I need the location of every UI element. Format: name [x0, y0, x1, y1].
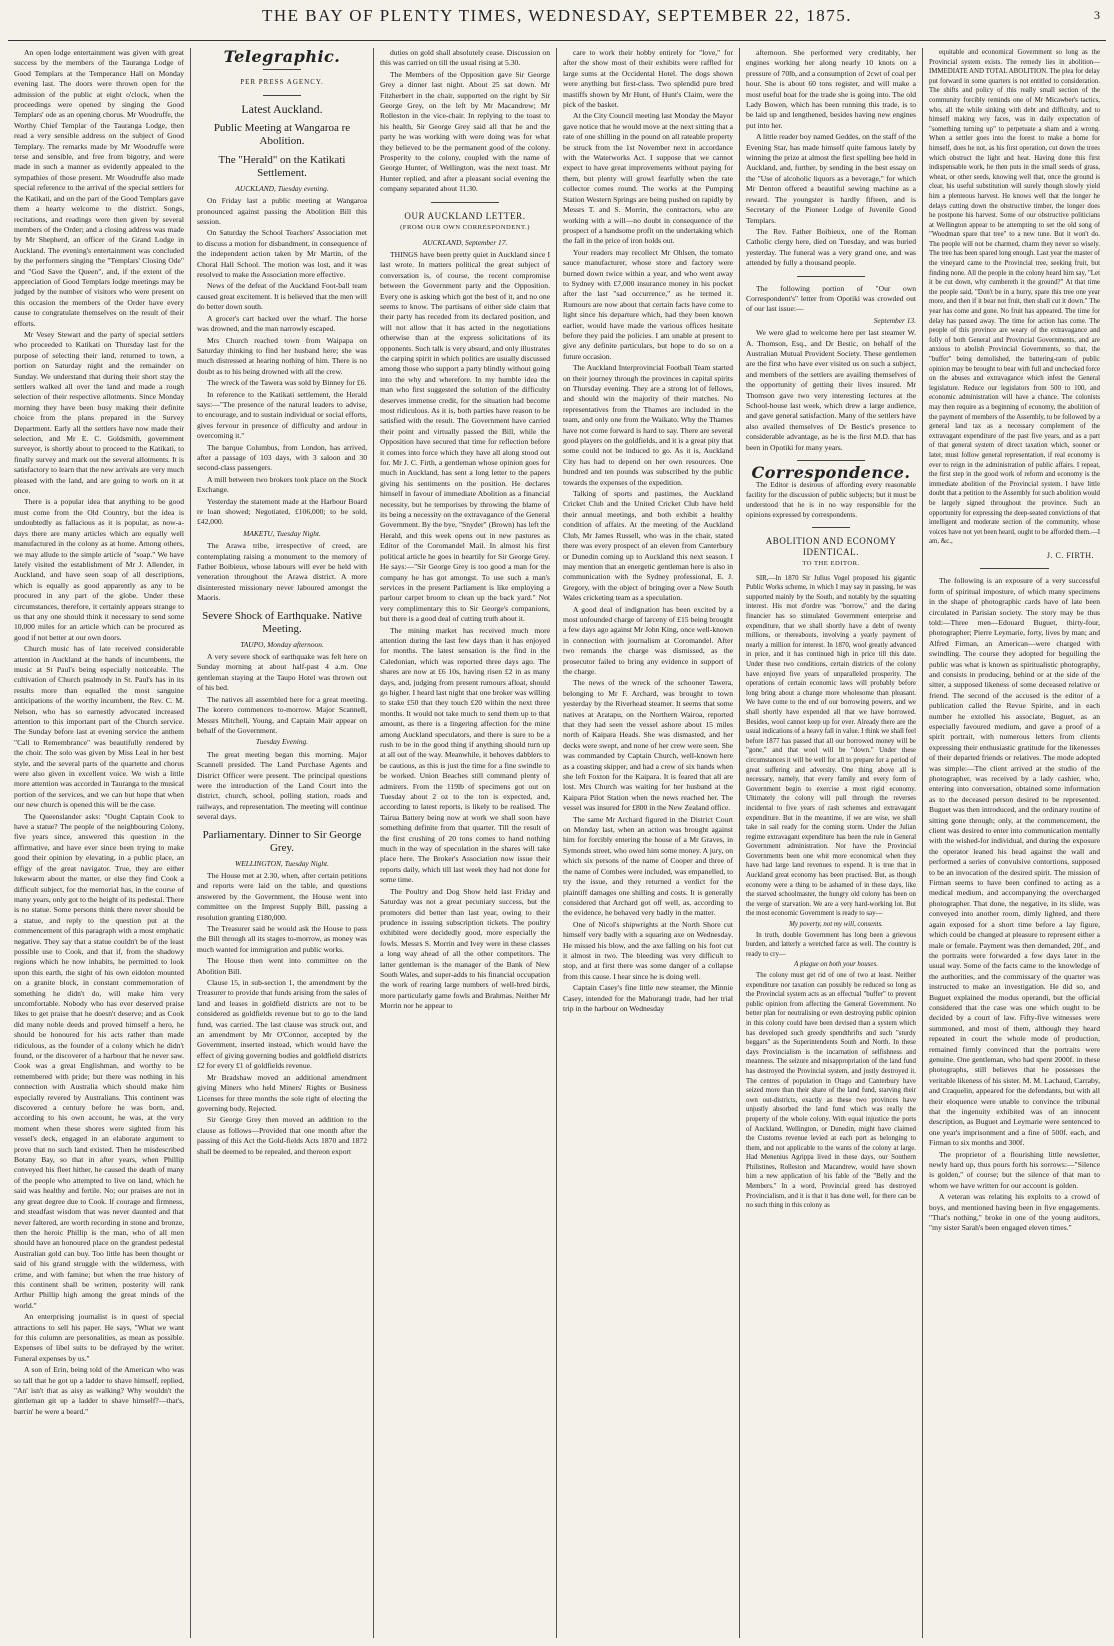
paragraph: The House met at 2.30, when, after certain petitions and reports were laid on the table, and questions answered by the Government, the House went into committee on the Imprest Supply Bill, passing a resolution granting £180,000.: [197, 870, 367, 922]
paragraph: THINGS have been pretty quiet in Auckland since I last wrote. In matters political the great subject of conversation is, of course, the recent compromise between the Government party and the Opposition. Every one is asking which got the best of it, and no one seems to know. The partisans of either side claim that their party has receded from its declared position, and will not allow that it has acted in the negotiations otherwise than at the express solicitations of its opponents. Such talk is very absurd, and only illustrates the carping spirit in which politics are usually discussed among those who support a party blindly without going into the why and wherefore. In my humble idea the man who first suggested the solution of the difficulty deserves immense credit, for the situation had become most ridiculous. As it is, both parties have reason to be satisfied with the result. The Government have carried their point and virtually passed the Bill, while the Opposition have secured that time for reflection before it comes into force which they have all along stood out for. Mr J. C. Firth, a gentleman whose opinion goes for much in Auckland, has sent a long letter to the papers giving his sentiments on the position. He declares himself in favour of immediate Abolition as a financial necessity, but he temporises by throwing the blame of its being a necessity on the extravagance of the General Government. By the bye, "Snyder" (Brown) has left the Herald, and this week opens out in new pastures as Editor of the Coromandel Mail. In almost his first political article he goes in heartily for Sir George Grey. He says:—"Sir George Grey is too good a man for the company he has got amongst. To use such a man's services in the present Parliament is like employing a parlour carpet broom to clean up the back yard." Not very complimentary this to Sir George's companions, but there is a good deal of cutting truth about it.: [380, 249, 550, 624]
headline: Severe Shock of Earthquake. Native Meeting.: [202, 609, 362, 635]
paragraph: Sir George Grey then moved an addition to the clause as follows—Provided that one month after the passing of this Act the Gold-fields Acts 1870 and 1872 shall be deemed to be repealed, and thereon export: [197, 1115, 367, 1156]
dateline: WELLINGTON, Tuesday Night.: [235, 858, 329, 868]
editor-note: The Editor is desirous of affording every reasonable facility for the discussion of public subjects; but it must be understood that he is in no way responsible for the opinions expressed by correspondents.: [746, 481, 916, 520]
divider: [431, 202, 499, 203]
paragraph: The colony must get rid of one of two at least. Neither expenditure nor taxation can possibly be reduced so long as the Provincial system acts as an effectual "buffer" to prevent public opinion from affecting the General Government. No better plan for neutralising or even destroying public opinion in this colony could have been devised than a system which has developed such greedy spendthrifts and such "sturdy beggars" as the Superintendents South and North. In these days Provincialism is the incarnation of selfishness and meanness. The seizure and misappropriation of the land fund has destroyed the Provincial system, and justly destroyed it. The centres of population in Otago and Canterbury have seized more than their share of the land fund, starving their own out-districts, exactly as these two provinces have unjustly absorbed the land fund which was really the property of the whole colony. With equal injustice the ports of Auckland, Wellington, or Dunedin, might have claimed the Customs revenue levied at each port as belonging to them, and not applicable to the wants of the colony at large. Had Menenius Agrippa lived in these days, our Southern Philistines, Rolleston and Macandrew, would have shown him a new application of his fable of the "Belly and the Members." In a word, Provincial greed has destroyed Provincialism, and it is that it has done well, for there can be no such thing in this colony as: [746, 972, 916, 1210]
paragraph: The Members of the Opposition gave Sir George Grey a dinner last night. About 25 sat down. Mr Fitzherbert in the chair, supported on the right by Sir George Grey, on the left by Mr Macandrew; Mr Rolleston in the vice-chair. In replying to the toast to his health, Sir George Grey said all that he and the party he was working with were doing was for what they believed to be the permanent good of the colony. Prosperity to the colony, coupled with the name of George Hunter, of Wellington, was the next toast. Mr Hunter replied, and after a pleasant social evening the company separated about 11.30.: [380, 69, 550, 194]
paragraph: care to work their hobby entirely for "love," for after the show most of their exhibits were raffled for large sums at the Occidental Hotel. The dogs shown were anything but first-class. Two splendid pure bred mastiffs shown by Mr Hunt, of Hunt's Claim, were the pick of the basket.: [563, 48, 733, 110]
paragraph: Your readers may recollect Mr Ohlsen, the tomato sauce manufacturer, whose store and factory were burned down twice within a year, and who went away to Sydney with £7,000 insurance money in his pocket after the last "sad occurrence," as he termed it. Rumours are now about that certain facts have come to light since his departure which, had they been known earlier, would have made the various offices hesitate before they paid the policies. I am unable at present to give any definite particulars, but hope to do so on a future occasion.: [563, 247, 733, 361]
masthead: [0, 0, 1114, 44]
dateline: AUCKLAND, Tuesday evening.: [235, 183, 329, 193]
section-title-telegraphic: Telegraphic.: [223, 48, 341, 66]
paragraph: Church music has of late received considerable attention in Auckland at the hands of incumbents, the music at St Paul's being especially noticeable. The cultivation of Church psalmody in St. Paul's has in its results more than equalled the most sanguine anticipations of the worthy incumbent, the Rev. C. M. Nelson, who has so earnestly advocated increased attention to this important part of the Church service. The Sunday before last at evening service the anthem "Call to Remembrance" was beautifully rendered by the choir. The solo was given by Miss Leal in her best style, and the several parts of the quartette and chorus were also given in excellent voice. We wish a little more attention was accorded in Tauranga to the musical portion of the services, and we can but hope that when our new church is opened this will be the case.: [14, 644, 184, 810]
paragraph: Yesterday the statement made at the Harbour Board re loan showed; Negotiated, £106,000; to be sold, £42,000.: [197, 496, 367, 527]
paragraph: The Treasurer said he would ask the House to pass the Bill through all its stages to-morrow, as money was much wanted for immigration and public works.: [197, 924, 367, 954]
paragraph: We were glad to welcome here per last steamer W. A. Thomson, Esq., and Dr Bestic, on behalf of the Australian Mutual Provident Society. These gentlemen are the first who have ever visited us on such a subject, and members of the settlers are availing themselves of the opportunity of getting their lives insured. Mr Thomson gave two very interesting lectures at the School-house last week, which drew a large audience, and gave general satisfaction. Many of the settlers have also availed themselves of Dr Bestic's presence to considerable advantage, as he is the first M.D. that has been in Opotiki for many years.: [746, 328, 916, 452]
paragraph: A very severe shock of earthquake was felt here on Sunday morning at about half-past 4 a.m. One gentleman staying at the Taupo Hotel was thrown out of his bed.: [197, 652, 367, 693]
dateline: Tuesday Evening.: [255, 737, 309, 747]
paragraph: Talking of sports and pastimes, the Auckland Cricket Club and the United Cricket Club have held their annual meetings, and both exhibit a healthy condition of affairs. At the meeting of the Auckland Club, Mr James Russell, who was in the chair, stated there was every prospect of an eleven from Canterbury or Dunedin coming up to Auckland this next season. I may mention that an energetic gentleman here is also in communication with the Sydney professional, E. J. Gregory, with the object of bringing over a New South Wales cricketing team as a speculation.: [563, 489, 733, 603]
paragraph: The proprietor of a flourishing little newsletter, newly hard up, thus pours forth his sorrows:—"Silence is golden," of course; but the silence of that man to whom we have written for our account is golden.: [929, 1149, 1100, 1190]
column-3: [374, 48, 557, 1638]
paragraph: The barque Columbus, from London, has arrived, after a passage of 103 days, with 3 saloon and 30 second-class passengers.: [197, 442, 367, 473]
correspondent-label: (FROM OUR OWN CORRESPONDENT.): [400, 224, 530, 232]
headline-auckland-letter: OUR AUCKLAND LETTER.: [404, 210, 526, 221]
paragraph: A mill between two brokers took place on the Stock Exchange.: [197, 474, 367, 495]
divider: [812, 527, 849, 528]
newspaper-columns: [8, 48, 1106, 1638]
paragraph: At the City Council meeting last Monday the Mayor gave notice that he would move at the next sitting that a rate of one shilling in the pound on all rateable property be struck from the 1st November next in accordance with the Waterworks Act. I suppose that we cannot expect to have great improvements without paying for them, but plenty will growl fearfully when the rate collector comes round. The works at the Pumping Station Western Springs are being pushed on rapidly by Messrs T. and S. Morrin, the contractors, who are working with a will—no doubt in consequence of the prospect of a handsome profit on the undertaking which the fall in the price of iron holds out.: [563, 111, 733, 246]
paragraph: The Poultry and Dog Show held last Friday and Saturday was not a great pecuniary success, but the promoters did better than last year, owing to their prudence in issuing subscription tickets. The poultry exhibited were decidedly good, more especially the fowls. Messrs S. Morrin and Ivey were in these classes a long way ahead of all the other competitors. The latter gentleman is the manager of the Bank of New South Wales, and super-adds to his financial occupation the work of rearing large numbers of well-bred birds, more particularly game fowls and Brahmas. Neither Mr Morrin nor he appear to: [380, 886, 550, 1011]
headline: Public Meeting at Wangaroa re Abolition.: [213, 121, 351, 147]
paragraph: afternoon. She performed very creditably, her engines working her along nearly 10 knots on a pressure of 70lb, and a consumption of 2cwt of coal per hour. She is about 60 tons register, and will make a most useful boat for the trade she is going into. The old Lady Bowen, which has been running this trade, is to be laid up and lengthened, besides having new engines put into her.: [746, 48, 916, 130]
dateline: September 13.: [873, 315, 916, 325]
dateline: TAUPO, Monday afternoon.: [240, 639, 324, 649]
divider: [263, 95, 300, 96]
paragraph: A grocer's cart backed over the wharf. The horse was drowned, and the man narrowly escaped.: [197, 313, 367, 334]
paragraph: An open lodge entertainment was given with great success by the members of the Tauranga Lodge of Good Templars at the Temperance Hall on Monday evening last. The doors were thrown open for the admission of the public at eight o'clock, when the proceedings were opened by singing the Good Templars' ode as an opening chorus. Mr Woodruffe, the Worthy Chief Templar of the Tauranga Lodge, then read a very sensible address on the subject of Good Templary. The remarks made by Mr Woodruffe were terse and sensible, and free from bigotry, and were made in such a manner as evidently appealed to the sympathies of those present. Mr Woodruffe also made special reference to the arrival of the special settlers for the Katikati, and on the part of the Good Templars gave them a hearty welcome to the district. Songs, recitations, and readings were then given by several members of the Order; and a closing address was made by Mr Shepherd, an officer of the Grand Lodge in Auckland. The evening's entertainment was concluded by the performers singing the "Templars' Closing Ode" and "God Save the Queen", and, if the extent of the appreciation of Good Templars lodge meetings may be judged by the number of visitors who were present on this occasion the members of the Order have every cause to congratulate themselves on the result of their efforts.: [14, 48, 184, 328]
paragraph: The wreck of the Tawera was sold by Binney for £6.: [207, 378, 367, 388]
paragraph: A little reader boy named Geddes, on the staff of the Evening Star, has made himself quite famous lately by winning the prize at almost the first spelling bee held in Auckland, and, further, by sending in the best essay on the "Use of alcoholic liquors as a beverage," for which Mr Denton offered a beautiful sewing machine as a reward. The youngster is hardly fifteen, and is Secretary of the Pioneer Lodge of Juvenile Good Templars.: [746, 132, 916, 225]
paragraph: The following is an exposure of a very successful form of spiritual imposture, of which many specimens in the shape of photographic cards have of late been circulated in Parisian society. The story may be thus told:—Three men—Edouard Buguet, thirty-four, photographer; Pierre Leymarie, forty, lives by man; and Alfred Firman, an American—were charged with swindling. The course they adopted for beguiling the public was what is known as spiritualistic photography, and consists in producing, behind or at the side of the sitter, a supposed likeness of some deceased relative or friend. The second of the accused is the editor of a publication called the Revue Spirite, and in each number he extolled his associate, Buguet, as an especially favoured medium, and gave a proof of a spirit portrait, with numerous letters from clients expressing their enthusiastic gratitude for the likenesses of their departed friends or relatives. The mode adopted was simple:—The client arrived at the studio of the photographer, was received by a lady cashier, who, entering into conversation, obtained some information as to the deceased person desired to be represented. Buguet was then introduced, and the ordinary routine of sitting gone through; only, at the commencement, the client was desired to enter into communication mentally with the wished-for individual, and during the exposure the operator leaned his head against the wall and performed a series of convulsive contortions, supposed to be an invocation of the desired spirit. The mission of Firman seems to have been confined to acting as a medical medium, and accompanying the overcharged photographer. That done, the negative, in its slide, was conveyed into another room, dimly lighted, and there again exposed for a short time before a lay figure, which could be changed at pleasure to represent either a male or female. Payment was then demanded, 20f., and the portraits were forwarded a few days later in the usual way. Some of the facts came to the knowledge of the authorities, and the commissary of the quarter was instructed to make an investigation. He did so, and Buguet explained the modus operandi, but the official considered that the case was one which ought to be decided by a court of law. Fifty-five witnesses were summoned, and most of them, although they heard repeated in court the whole mode of production, remained firmly convinced that the portraits were genuine. One gentleman, who had spent 2000f. in these photographs, still believes that he possesses the veritable likeness of his sister. M. M. Lachaud, Carraby, and Craquelin, appeared for the defendants, but with all their eloquence were unable to convince the tribunal that the ingenuity exhibited was of an innocent description, as Buguet and Leymarie were sentenced to one year's imprisonment and a fine of 500f. each, and Firman to six months and 300f.: [929, 576, 1100, 1148]
headline: Latest Auckland.: [241, 101, 323, 116]
paragraph: Clause 15, in sub-section 1, the amendment by the Treasurer to provide that funds arising from the sales of land and leases in goldfield districts are not to be considered as goldfields revenue but to go to the land fund, was carried. The last clause was struck out, and an amendment by Mr O'Connor, accepted by the Government, inserted instead, which would have the effect of giving governing bodies and goldfield districts £2 for every £1 of goldfields revenue.: [197, 978, 367, 1071]
paragraph: A good deal of indignation has been excited by a most unfounded charge of larceny of £15 being brought a few days ago against Mr John King, once well-known in connection with journalism at Coromandel. After two remands the charge was dismissed, as the prosecutor failed to bring any evidence in support of the charge.: [563, 604, 733, 676]
paragraph: A veteran was relating his exploits to a crowd of boys, and mentioned having been in five engagements. "That's nothing," broke in one of the young auditors, "my sister Sarah's been engaged eleven times.": [929, 1192, 1100, 1233]
headline: The "Herald" on the Katikati Settlement.: [218, 153, 346, 179]
paragraph: The natives all assembled here for a great meeting. The korero commences to-morrow. Major Scannell, Messrs Mitchell, Young, and Captain Mair appear on behalf of the Government.: [197, 694, 367, 735]
paragraph: The Auckland Interprovincial Football Team started on their journey through the provinces in capital spirits on Thursday evening. They are a strong lot of fellows, and should win the majority of their matches. No representatives from the Thames are included in the team, and only one from the Waikato. Why the Thames have not come forward is hard to say. There are several good players on the goldfields, and it is a great pity that some could not be induced to go. As it is, Auckland City has had to depend on her own resources. One hundred and ten pounds was subscribed by the public towards the expenses of the expedition.: [563, 363, 733, 487]
section-title-correspondence: Correspondence.: [751, 463, 911, 483]
paragraph: Mrs Church reached town from Waipapa on Saturday thinking to find her husband here; she was much distressed at hearing nothing of him. There is no doubt as to his being drowned with all the crew.: [197, 335, 367, 376]
quote: A plague on both your houses.: [794, 961, 878, 969]
paragraph: On Saturday the School Teachers' Association met to discuss a motion for disbandment, in consequence of the independent action taken by Mr Martin, of the Choral Hall School. The motion was lost, and it was resolved to make the Association more effective.: [197, 228, 367, 280]
column-4: [557, 48, 740, 1638]
column-1: [8, 48, 191, 1638]
paragraph: The mining market has received much more attention during the last few days than it has enjoyed for months. The latest sensation is the find in the Caledonian, which was reported three days ago. The shares are now at £6 10s, having risen £2 in as many days, and, judging from present rumours afloat, should go higher. I heard last night that one broker was willing to stake £50 that they touch £20 within the next three months. It would not take much to send them up to that amount, as there is a lingering affection for the mine among Auckland speculators, and there is sure to be a rush to be in the good thing if anything should turn up at all out of the way. Meanwhile, it behoves dabblers to be cautious, as this is just the time for a fine swindle to be worked. Union Beaches still command plenty of admirers. From the 119lb of specimens got out on Tuesday about 2 oz to the ton is expected, and, according to latest reports, is likely to be realised. The Tairua Battery being now at work we shall soon have something definite from that quarter. Till the result of the first crushing of 20 tons comes to hand nothing much in the way of speculation in the shares will take place here. The Broker's Association now issue their reports daily, which till last week they had not done for some time.: [380, 625, 550, 885]
page-number: 3: [1094, 8, 1100, 22]
divider: [797, 460, 865, 461]
paragraph: Mr Vesey Stewart and the party of special settlers who proceeded to Katikati on Thursday last for the purpose of selecting their land, returned to town, a portion on Saturday night and the remainder on Sunday. We understand that during their short stay the settlers walked all over the land and made a rough selection of their respective allotments. Since Monday morning they have been busy making their definite choice from the plans prepared in the Survey Department. Early all the settlers have now made their selection, and Mr E. C. Goldsmith, government surveyor, is shortly about to proceed to the Katikati, to finally survey and mark out the several allotments. It is satisfactory to learn that the new arrivals are very much pleased with the land, and are going to work on it at once.: [14, 329, 184, 496]
letter-salutation: TO THE EDITOR.: [802, 560, 860, 568]
paragraph: equitable and economical Government so long as the Provincial system exists. The remedy lies in abolition—IMMEDIATE AND TOTAL ABOLITION. The plea for delay put forward in some quarters is not entitled to consideration. The shifts and policy of this really small section of the community forcibly reminds one of Mr Micawber's tactics, who, all the while sinking with debt and difficulty, and to himself making wry faces, was in daily expectation of "something turning up" to perpetuate a sham and a wrong. When a settler goes into the forest to make a home for himself, does he not, as his first operation, cut down the trees which obstruct the light and heat. Having done this first indispensable work, he then puts in the small seeds of grass, wheat, or other seeds, knowing well that, once the ground is clear, his useful substitution will surely though slowly yield him a plenteous harvest. He knows well that the longer he delays cutting down the obstructive timber, the longer does he postpone his harvest. Some of our obstructive politicians at Wellington appear to be attempting to set the old song of "Woodman spare that tree" to a new tune. But it won't do. The people will not be charmed, charm they never so wisely. The tree has been spared long enough. Last year the master of the vineyard came to the Provincial tree, seeking fruit, but finding none. All the people in the colony heard him say, "Let it be cut down, why cumbereth it the ground?" At that time the people said, "Don't be in a hurry, spare this tree one year more, and then if it bear not fruit, then shall cut it down." The year has come and gone. No fruit has appeared. The time for delay has passed away. The time for action has come. The people of this province are weary of the extravagance and folly of both General and Provincial Governments, and are anxious to abolish Provincial Governments, so that, the "buffer" being demolished, the battering-ram of public opinion may be brought to bear with full and unchecked force on the abuses and extravagance which infest the General legislature. Reduce our legislators from 500 to 100, and economic administration will have a chance. The colonists may then require as a beginning of economy, the abolition of the payment of members of the Assembly, to be followed by a general land tax as a necessary complement of the extravagant expenditure of the past five years, and as a part of that general system of direct taxation which, sooner or later, must follow general representation, if real economy is ever to reign in the administration of public affairs. I repeat, the first step in the good work of reform and economy is the immediate abolition of the Provincial system. I have little doubt that a petition to the Assembly for such abolition would be largely signed throughout the province. Such an opportunity for expressing the deep-seated convictions of that intelligent and moderate section of the community, whose voices have not yet been heard, ought to be afforded them.—I am, &c.,: [929, 49, 1101, 546]
quote: My poverty, not my will, consents.: [789, 921, 883, 929]
header-rule: [8, 40, 1106, 41]
paragraph: Captain Casey's fine little new steamer, the Minnie Casey, intended for the Mahurangi trade, had her trial trip in the harbour on Wednesday: [563, 983, 733, 1013]
paragraph: News of the defeat of the Auckland Foot-ball team caused great excitement. It is believed that the men will do better down south.: [197, 281, 367, 312]
paragraph: duties on gold shall absolutely cease. Discussion on this was carried on till the usual rising at 5.30.: [380, 48, 550, 68]
paragraph: On Friday last a public meeting at Wangaroa pronounced against passing the Abolition Bill this session.: [197, 196, 367, 227]
paragraph: The same Mr Archard figured in the District Court on Monday last, when an action was brought against him for forcibly entering the house of a Mr Graves, in Symonds street, who owed him some money. A jury, on which six persons of the name of Cooper and three of the name of Combes were included, was empanelled, to try the issue, and they returned a verdict for the plaintiff damages one shilling and costs. It is generally considered that Archard got off well, as, according to the evidence, he behaved very badly in the matter.: [563, 814, 733, 918]
paragraph: The following portion of "Our own Correspondent's" letter from Opotiki was crowded out of our last issue:—: [746, 283, 916, 314]
headline: Parliamentary. Dinner to Sir George Grey.: [202, 828, 362, 854]
paragraph: The great meeting began this morning. Major Scannell presided. The Land Purchase Agents and District Officer were present. The principal questions were the introduction of the Land Court into the district, church, school, polling station, roads and railways, and representation. The meeting will continue several days.: [197, 749, 367, 822]
paragraph: SIR,—In 1870 Sir Julius Vogel proposed his gigantic Public Works scheme, in which I may say in passing, he was supported mainly by the South, and notably by the squatting interest. His mot d'ordre was "borrow," and the daring financier has so stimulated Government enterprise and expenditure, that we shall shortly have a debt of twenty millions, or thereabouts, involving a yearly payment of nearly a million for interest. In 1870, wool greatly advanced in price, and it has continued high in price till this date. Under these two conditions, certain districts of the colony have enjoyed five years of unparalleled prosperity. The operations of certain economic laws will probably before long bring about a change more wholesome than pleasant. We have come to the end of our borrowing powers, and we shall shortly have expended all that we have borrowed. Besides, wool cannot keep up for ever. Already there are the usual indications of a heavy fall in value. I think we shall feel before 1877 has passed that all our borrowed money will be "gone," and that wool will be "down." Under these circumstances it will be well for all to prepare for a period of great suffering and adversity. One thing above all is necessary, namely, that every family and every form of Government begin to exercise a most rigid economy. Ultimately the colony will pull through the reverses incidental to five years of rash schemes and extravagant expenditure. But in the meantime, if we are wise, we shall take in sail ready for the coming storm. Under the Julian regime extravagant expenditure has been the rule in General Government administration. Nor have the Provincial Governments been one whit more economical when they have had large land revenues to expend. It is true that in Auckland great economy has been practised. But, as though economy were a thing to be ashamed of in these days, like the starved schoolmaster, the hungry old colony has been on the verge of starvation. We are a very hard-working lot. But the most economic Government is ready to say—: [746, 574, 916, 918]
paragraph: One of Nicol's shipwrights at the North Shore cut himself very badly with a squaring axe on Wednesday. He missed his blow, and the axe falling on his foot cut it almost in two. The bleeding was very difficult to stop, and at first there was some danger of a collapse from this cause. I hear since he is doing well.: [563, 919, 733, 981]
paragraph: The news of the wreck of the schooner Tawera, belonging to Mr F. Archard, was brought to town yesterday by the Riverhead steamer. It seems that some natives at Aratapu, on the Northern Wairoa, reported that they had seen the vessel ashore about 15 miles north of Kaipara Heads. She was dismasted, and her decks were swept, and none of her crew were seen. She was commanded by Captain Church, well-known here as a coasting skipper, and had a crew of six hands when she left Foxton for the Kaipara. It is feared that all are lost. Mrs Church was waiting for her husband at the Kaipara Pilot Station when the news reached her. The vessel was insured for £800 in the New Zealand office.: [563, 678, 733, 813]
paragraph: There is a popular idea that anything to be good must come from the Old Country, but the idea is undoubtedly as fallacious as it is popular, as now-a-days there are many articles which are equally well manufactured in the colony as at home. Among others, we may allude to the simple article of "soap." We have lately visited the establishment of Mr J. Allender, in Auckland, and have seen soap of all descriptions, which is equally as good apparently as any to be procured in any part of the globe. Under these circumstances, therefore, it certainly appears strange to us that any one should think it necessary to send some 10,000 miles for an article which can be procured as good if not better at our own doors.: [14, 497, 184, 642]
newspaper-title: THE BAY OF PLENTY TIMES, WEDNESDAY, SEPTEMBER 22, 1875.: [261, 6, 853, 25]
column-2: [191, 48, 374, 1638]
paragraph: An enterprising journalist is in quest of special attractions to sell his paper. He says, "What we want for this column are personalities, as mean as possible. Expenses of libel suits to be defrayed by the writer. Funeral expenses by us.": [14, 1312, 184, 1363]
column-6: [923, 48, 1106, 1638]
paragraph: The Rev. Father Boibieux, one of the Roman Catholic clergy here, died on Tuesday, and was buried yesterday. The funeral was a very grand one, and was attended by fully a thousand people.: [746, 226, 916, 268]
paragraph: The House then went into committee on the Abolition Bill.: [197, 956, 367, 976]
paragraph: In truth, double Government has long been a grievous burden, and latterly a wretched farce as well. The country is ready to cry—: [746, 931, 916, 958]
paragraph: In reference to the Katikati settlement, the Herald says:—"The presence of the natural leaders to advise, to encourage, and to sustain individual or social efforts, gives fervour in presence of difficulty and ardour in overcoming it.": [197, 389, 367, 441]
divider: [980, 568, 1048, 569]
agency-label: PER PRESS AGENCY.: [240, 78, 324, 87]
paragraph: A son of Erin, being told of the American who was so tall that he got up a ladder to shave himself, replied, "An' isn't that as aisy as walking? Why wouldn't the gintleman git up a ladder to shave himself?—that's, barrin' he were a beard.": [14, 1365, 184, 1416]
dateline: AUCKLAND, September 17.: [422, 237, 508, 247]
column-5: [740, 48, 923, 1638]
paragraph: The Queenslander asks: "Ought Captain Cook to have a statue? The people of the neighbouring Colony, five years since, answered this question in the affirmative, and have ever since been trying to make good their opinion by elevating, in a public place, an effigy of the great navigator. True, they are either lukewarm about the matter, or else they find Cook a difficult subject, for the memorial has, in the course of many years, only got to the height of its pedestal. There is no statue. Some persons think there never should be a statue, and reply to the question put at the commencement of this paragraph with a most emphatic negative. They say that a statue couldn't be of the least possible use to Cook, and that if, from the shadowy regions which he now inhabits, he permitted to look upon this earth, the sight of his own eidolon mounted on a granite block, in constant commemoration of something he didn't do, will make him very uncomfortable. Nobody who has ever deserved praise likes to get praise that he doesn't deserve; and as Cook did many noble deeds and proved himself a hero, he should be honoured for his acts rather than made ridiculous, as the founder of a colony which he didn't found, or the discoverer of a harbour that he never saw. Cook was a great Englishman, and worthy to be remembered with pride; but there was nothing in his connection with Australia which should make him especially revered by Australians. This continent was discovered a century before he was born, and, according to his own account, he was, at the very moment when these shores were sighted from his vessel's deck, engaged in an elaborate argument to prove that no such land existed. Then he misdescribed Botany Bay, so that in after years, when Phillip conveyed his fleet hither, he caused the death of many of the people who attempted to live on land, which he said was healthy and fertile. No; our praises are not in any great degree due to Cook. If courage and firmness, and steadfast wisdom that was never daunted and that never faltered, are worth recording in stone and bronze, then the heroic Phillip is the man, who of all men should have an honoured place on the grandest pedestal Australian gold can buy. Too little has been thought or said of his grand struggle with the wilderness, with crime, and with famine; but when the true history of this continent shall be written, posterity will rank Arthur Phillip high among the great minds of the world.": [14, 811, 184, 1310]
divider: [797, 276, 865, 277]
letter-signature: J. C. FIRTH.: [1046, 550, 1094, 560]
letter-title: ABOLITION AND ECONOMY IDENTICAL.: [765, 536, 897, 557]
paragraph: Mr Bradshaw moved an additional amendment giving Miners who held Miners' Rights or Business Licenses for three months the sole right of electing the governing body. Rejected.: [197, 1072, 367, 1113]
paragraph: The Arawa tribe, irrespective of creed, are contemplating raising a monument to the memory of Father Boibieux, whose labours will ever be held with veneration throughout the Arawa district. A more disinterested missionary never laboured amongst the Maoris.: [197, 541, 367, 603]
divider: [263, 69, 300, 70]
dateline: MAKETU, Tuesday Night.: [243, 528, 321, 538]
